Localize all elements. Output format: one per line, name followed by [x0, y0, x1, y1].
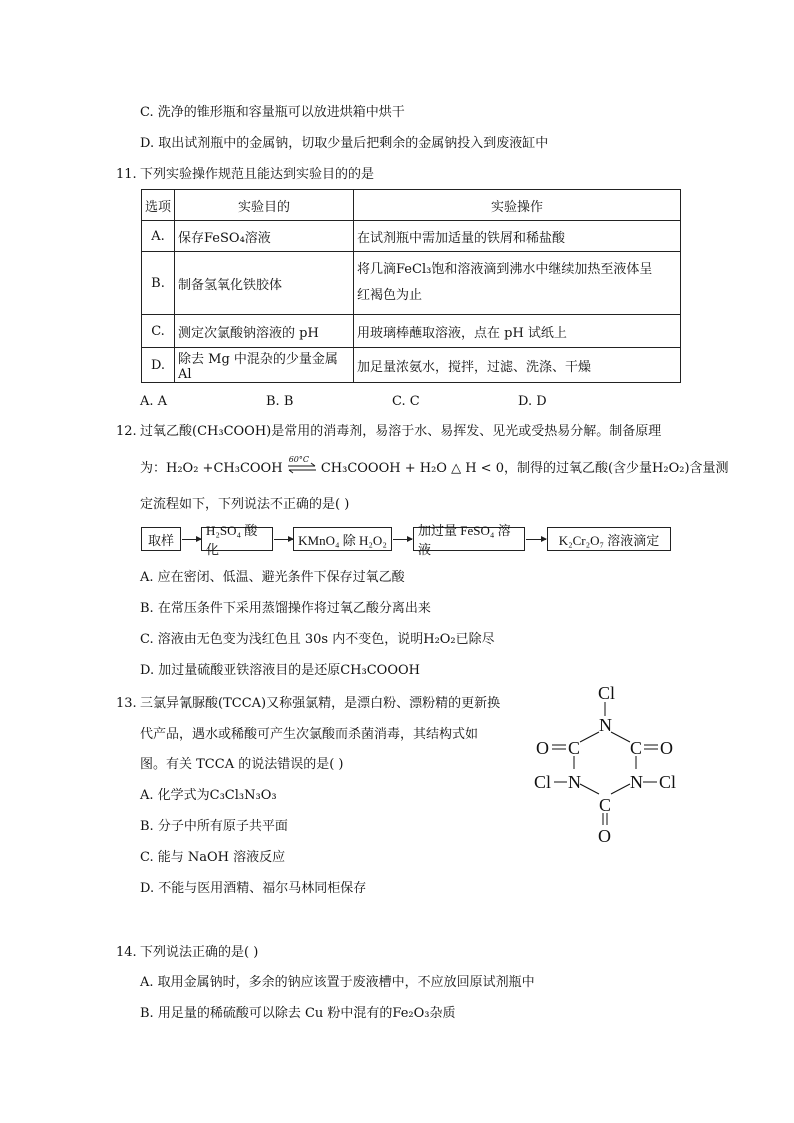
row-purpose: 保存FeSO₄溶液	[175, 221, 354, 252]
flow-step-remove-h2o2: KMnO₄ 除 H₂O₂	[293, 527, 392, 551]
row-purpose: 测定次氯酸钠溶液的 pH	[175, 315, 354, 348]
flow-arrow-icon	[274, 539, 293, 540]
row-purpose: 制备氢氧化铁胶体	[175, 252, 354, 315]
atom-o-bottom: O	[598, 826, 611, 846]
table-header-row	[142, 190, 681, 221]
q14-option-a: A. 取用金属钠时，多余的钠应该置于废液槽中，不应放回原试剂瓶中	[140, 975, 535, 990]
q12-stem-line2	[140, 455, 729, 478]
table-row	[142, 348, 681, 383]
flow-step-acidify: H₂SO₄ 酸化	[201, 527, 273, 551]
flow-arrow-icon	[526, 539, 546, 540]
q12-stem-line3: 定流程如下，下列说法不正确的是( )	[140, 497, 350, 512]
header-operation: 实验操作	[354, 190, 681, 221]
q12-number: 12.	[116, 424, 137, 439]
table-row	[142, 221, 681, 252]
q14-number: 14.	[116, 945, 137, 960]
table-row	[142, 315, 681, 348]
q13-stem-line1: 三氯异氰脲酸(TCCA)又称强氯精，是漂白粉、漂粉精的更新换	[140, 696, 501, 711]
q12-flowchart	[141, 525, 671, 555]
q11-answer-a: A. A	[140, 394, 168, 409]
atom-cl-top: Cl	[598, 683, 616, 703]
q11-stem: 下列实验操作规范且能达到实验目的的是	[140, 167, 375, 182]
q10-option-c: C. 洗净的锥形瓶和容量瓶可以放进烘箱中烘干	[140, 105, 405, 120]
tcca-structure-diagram	[530, 682, 690, 847]
flow-arrow-icon	[182, 539, 201, 540]
q11-answer-b: B. B	[266, 394, 294, 409]
row-operation: 在试剂瓶中需加适量的铁屑和稀盐酸	[354, 221, 681, 252]
q12-option-d: D. 加过量硫酸亚铁溶液目的是还原CH₃COOOH	[140, 663, 420, 678]
q13-number: 13.	[116, 696, 137, 711]
q13-option-a: A. 化学式为C₃Cl₃N₃O₃	[140, 788, 277, 803]
header-purpose: 实验目的	[175, 190, 354, 221]
atom-c-bottom: C	[599, 795, 612, 815]
q11-number: 11.	[116, 167, 137, 182]
q11-answer-c: C. C	[392, 394, 420, 409]
row-option: A.	[142, 221, 175, 252]
reaction-condition: 60°C	[288, 455, 309, 464]
q12-option-a: A. 应在密闭、低温、避光条件下保存过氧乙酸	[140, 570, 405, 585]
row-operation	[354, 252, 681, 315]
q13-stem-line2: 代产品，遇水或稀酸可产生次氯酸而杀菌消毒，其结构式如	[140, 727, 479, 742]
row-option: D.	[142, 348, 175, 383]
q13-option-d: D. 不能与医用酒精、福尔马林同柜保存	[140, 881, 367, 896]
q13-option-c: C. 能与 NaOH 溶液反应	[140, 850, 286, 865]
row-operation: 加足量浓氨水，搅拌，过滤、洗涤、干燥	[354, 348, 681, 383]
q14-stem: 下列说法正确的是( )	[140, 945, 259, 960]
q14-option-b: B. 用足量的稀硫酸可以除去 Cu 粉中混有的Fe₂O₃杂质	[140, 1006, 456, 1021]
atom-n-top: N	[599, 715, 612, 735]
atom-c-right: C	[630, 738, 643, 758]
q12-equation-left: 为：H₂O₂ +CH₃COOH	[140, 461, 283, 476]
q12-stem-line1: 过氧乙酸(CH₃COOH)是常用的消毒剂，易溶于水、易挥发、见光或受热易分解。制备原理	[140, 424, 662, 439]
atom-o-left: O	[536, 738, 549, 758]
flow-step-titrate: K₂Cr₂O₇ 溶液滴定	[547, 527, 671, 551]
q12-option-c: C. 溶液由无色变为浅红色且 30s 内不变色，说明H₂O₂已除尽	[140, 632, 495, 647]
atom-cl-right: Cl	[659, 772, 677, 792]
row-purpose: 除去 Mg 中混杂的少量金属 Al	[175, 348, 354, 383]
row-option: C.	[142, 315, 175, 348]
q12-option-b: B. 在常压条件下采用蒸馏操作将过氧乙酸分离出来	[140, 601, 431, 616]
row-operation: 用玻璃棒蘸取溶液，点在 pH 试纸上	[354, 315, 681, 348]
row-operation-line1: 将几滴FeCl₃饱和溶液滴到沸水中继续加热至液体呈	[357, 262, 653, 277]
atom-o-right: O	[660, 738, 673, 758]
flow-arrow-icon	[393, 539, 412, 540]
q13-option-b: B. 分子中所有原子共平面	[140, 819, 288, 834]
q11-answer-d: D. D	[518, 394, 547, 409]
atom-n-right: N	[630, 772, 643, 792]
q11-experiment-table	[141, 189, 681, 383]
q10-option-d: D. 取出试剂瓶中的金属钠，切取少量后把剩余的金属钠投入到废液缸中	[140, 136, 549, 151]
row-operation-line2: 红褐色为止	[357, 288, 423, 303]
table-row	[142, 252, 681, 315]
header-option: 选项	[142, 190, 175, 221]
row-option: B.	[142, 252, 175, 315]
q13-stem-line3: 图。有关 TCCA 的说法错误的是( )	[140, 757, 344, 772]
flow-step-add-feso4: 加过量 FeSO₄ 溶液	[413, 527, 525, 551]
atom-n-left: N	[568, 772, 581, 792]
q12-equation-right: CH₃COOOH + H₂O △ H < 0，制得的过氧乙酸(含少量H₂O₂)含量测	[320, 461, 729, 476]
atom-c-left: C	[568, 738, 581, 758]
atom-cl-left: Cl	[534, 772, 552, 792]
equilibrium-arrow-icon	[287, 455, 317, 475]
flow-step-sample: 取样	[141, 527, 181, 551]
